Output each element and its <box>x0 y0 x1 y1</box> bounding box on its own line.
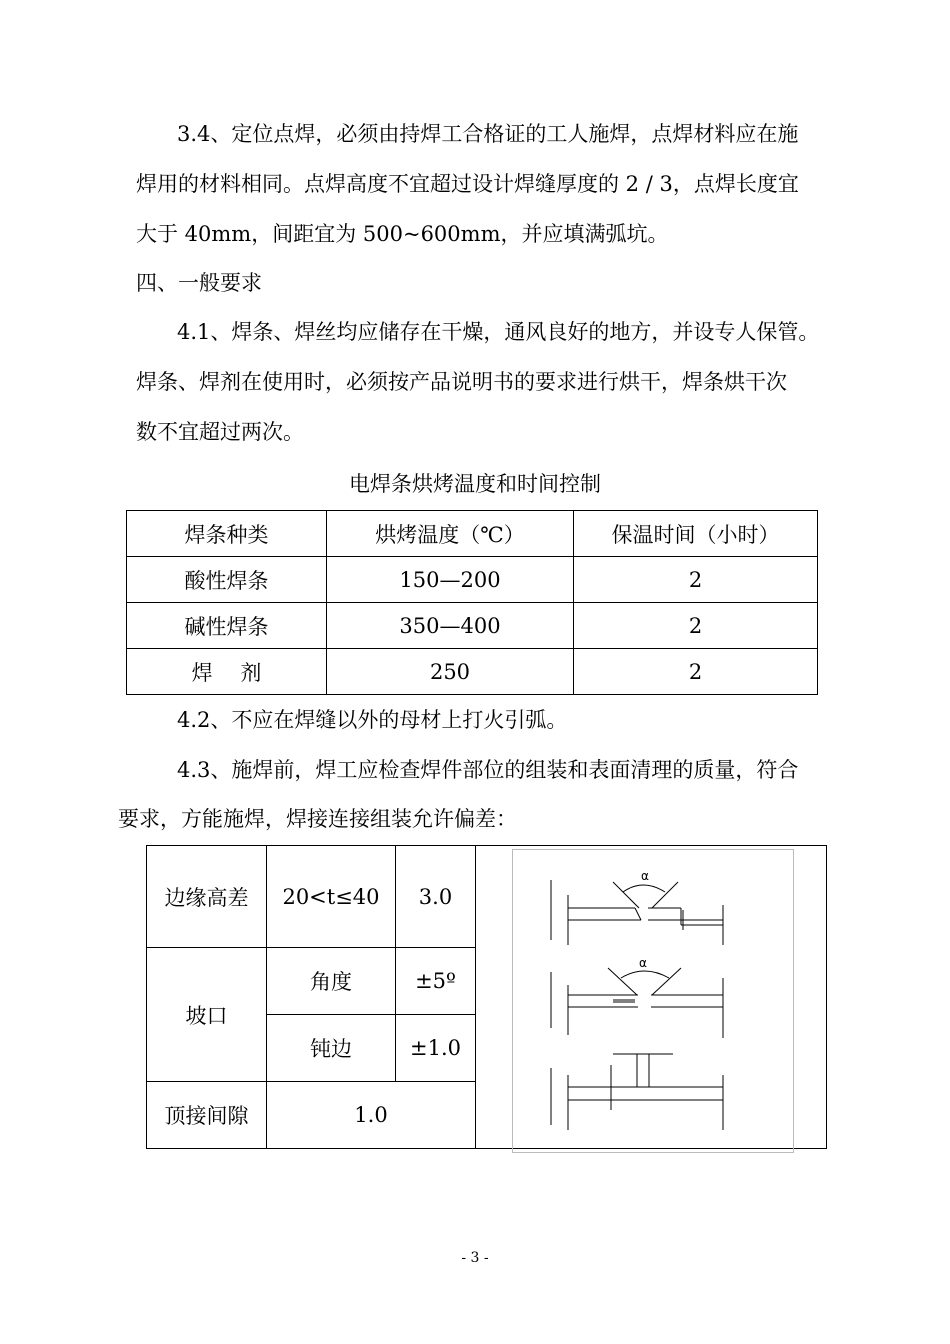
table-row <box>127 649 818 695</box>
page-number: - 3 - <box>461 1250 489 1266</box>
paragraph-3-4-line2: 焊用的材料相同。点焊高度不宜超过设计焊缝厚度的 2 / 3，点焊长度宜 <box>136 172 799 196</box>
alpha-label: α <box>641 869 649 883</box>
table-header-row <box>127 511 818 557</box>
groove-angle-label: 角度 <box>267 948 396 1015</box>
groove-label: 坡口 <box>147 948 267 1082</box>
header-cell: 烘烤温度（℃） <box>327 511 574 557</box>
groove-angle-value: ±5º <box>396 948 476 1015</box>
alpha-label: α <box>639 956 647 970</box>
table-cell: 焊 剂 <box>127 649 327 695</box>
table-cell: 350—400 <box>327 603 574 649</box>
paragraph-4-1-line2: 焊条、焊剂在使用时，必须按产品说明书的要求进行烘干，焊条烘干次 <box>136 370 787 394</box>
table-cell: 2 <box>574 557 818 603</box>
butt-gap-label: 顶接间隙 <box>147 1082 267 1149</box>
table-cell: 150—200 <box>327 557 574 603</box>
baking-table-caption: 电焊条烘烤温度和时间控制 <box>349 472 601 496</box>
baking-table <box>126 510 818 695</box>
table-cell: 2 <box>574 649 818 695</box>
section-heading: 四、一般要求 <box>136 271 262 295</box>
table-row <box>127 557 818 603</box>
header-cell: 保温时间（小时） <box>574 511 818 557</box>
header-cell: 焊条种类 <box>127 511 327 557</box>
paragraph-4-1-line3: 数不宜超过两次。 <box>136 420 304 444</box>
table-cell: 250 <box>327 649 574 695</box>
groove-blunt-value: ±1.0 <box>396 1015 476 1082</box>
paragraph-4-1-line1: 4.1、焊条、焊丝均应储存在干燥，通风良好的地方，并设专人保管。 <box>177 320 820 344</box>
table-cell: 酸性焊条 <box>127 557 327 603</box>
groove-blunt-label: 钝边 <box>267 1015 396 1082</box>
table-cell: 碱性焊条 <box>127 603 327 649</box>
butt-gap-value: 1.0 <box>267 1082 476 1149</box>
paragraph-4-3-line2: 要求，方能施焊，焊接连接组装允许偏差： <box>118 807 517 831</box>
edge-height-label: 边缘高差 <box>147 846 267 948</box>
table-row <box>127 603 818 649</box>
paragraph-3-4-line3: 大于 40mm，间距宜为 500~600mm，并应填满弧坑。 <box>136 222 669 246</box>
table-cell: 2 <box>574 603 818 649</box>
paragraph-3-4-line1: 3.4、定位点焊，必须由持焊工合格证的工人施焊，点焊材料应在施 <box>177 122 799 146</box>
weld-diagram <box>512 849 794 1153</box>
edge-height-value: 3.0 <box>396 846 476 948</box>
paragraph-4-2: 4.2、不应在焊缝以外的母材上打火引弧。 <box>177 708 568 732</box>
weld-diagram-svg <box>513 850 793 1152</box>
paragraph-4-3-line1: 4.3、施焊前，焊工应检查焊件部位的组装和表面清理的质量，符合 <box>177 758 799 782</box>
edge-height-condition: 20<t≤40 <box>267 846 396 948</box>
